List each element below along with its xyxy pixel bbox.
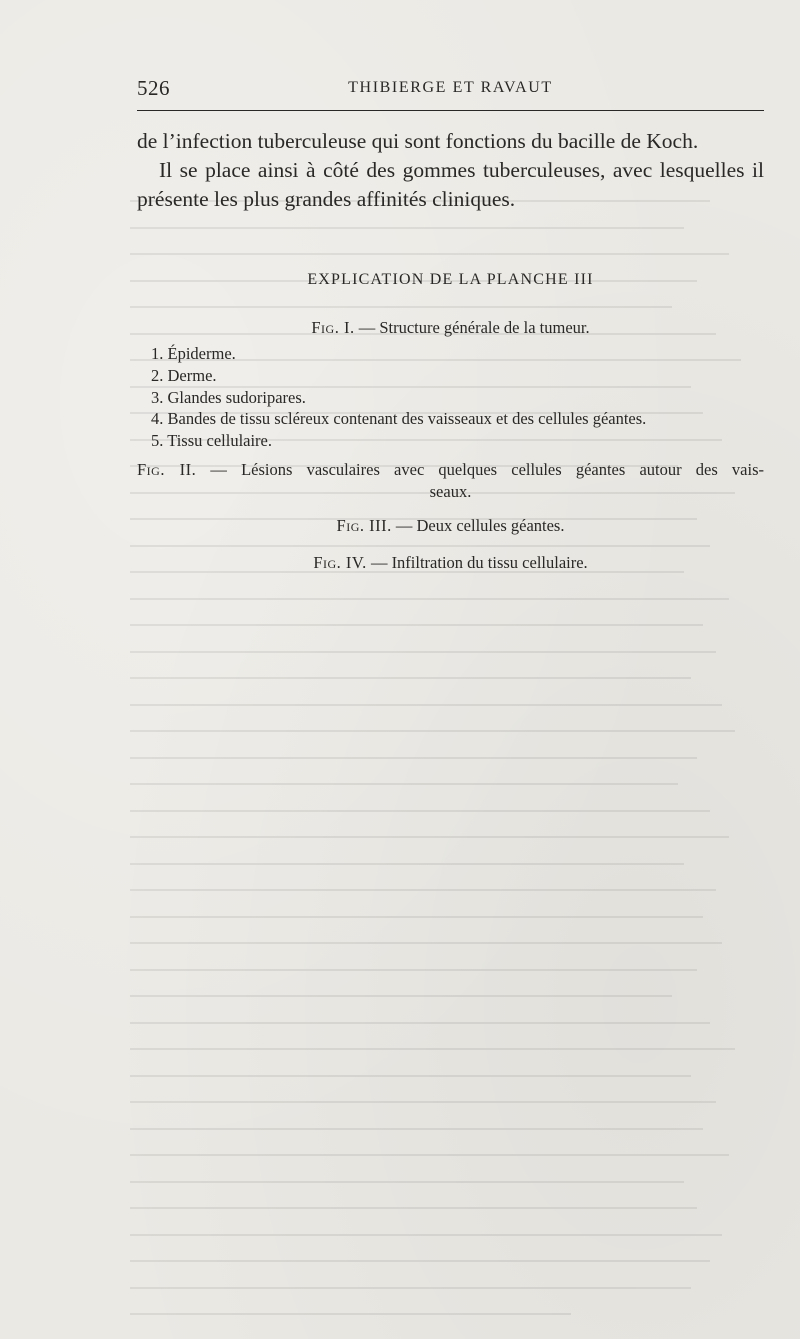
bleed-through-line [130, 730, 735, 732]
legend-item: 4. Bandes de tissu scléreux contenant des vaisseaux et des cellules géantes. [151, 409, 647, 429]
figure-caption-text: — Lésions vasculaires avec quelques cellules géantes autour des vais- [210, 460, 765, 479]
bleed-through-line [130, 1260, 710, 1262]
bleed-through-line [130, 1287, 691, 1289]
bleed-through-line [130, 1022, 710, 1024]
bleed-through-line [130, 836, 729, 838]
bleed-through-line [130, 995, 672, 997]
figure-caption-1 [137, 317, 764, 339]
page-header [137, 76, 764, 102]
bleed-through-line [130, 1313, 571, 1315]
bleed-through-line [130, 810, 710, 812]
bleed-through-line [130, 1234, 722, 1236]
bleed-through-line [130, 1048, 735, 1050]
figure-caption-4 [137, 552, 764, 574]
bleed-through-line [130, 651, 716, 653]
bleed-through-line [130, 783, 678, 785]
paragraph: Il se place ainsi à côté des gommes tuberculeuses, avec lesquelles il présente les plus grandes affinités cliniques. [137, 158, 764, 211]
bleed-through-line [130, 1207, 697, 1209]
legend-item: 1. Épiderme. [151, 344, 236, 363]
bleed-through-line [130, 1128, 703, 1130]
body-text [137, 127, 764, 214]
figure-caption-text: seaux. [429, 482, 472, 501]
bleed-through-line [130, 598, 729, 600]
figure-label: Fig. I. [311, 318, 355, 337]
bleed-through-line [130, 1101, 716, 1103]
header-rule [137, 110, 764, 111]
bleed-through-line [130, 942, 722, 944]
bleed-through-line [130, 969, 697, 971]
bleed-through-line [130, 863, 684, 865]
bleed-through-line [130, 757, 697, 759]
legend-item: 3. Glandes sudoripares. [151, 387, 306, 407]
figure-label: Fig. II. [137, 460, 197, 479]
figure-label: Fig. III. [336, 516, 392, 535]
bleed-through-line [130, 1075, 691, 1077]
bleed-through-line [130, 624, 703, 626]
bleed-through-line [130, 1154, 729, 1156]
figure-caption-2 [137, 459, 764, 503]
figure-caption-text: — Structure générale de la tumeur. [358, 318, 590, 337]
bleed-through-line [130, 227, 684, 229]
bleed-through-line [130, 916, 703, 918]
figure-caption-text: — Infiltration du tissu cellulaire. [370, 553, 588, 572]
plate-explanation-heading: EXPLICATION DE LA PLANCHE III [307, 271, 594, 288]
bleed-through-line [130, 677, 691, 679]
figure-caption-text: — Deux cellules géantes. [395, 516, 565, 535]
bleed-through-line [130, 545, 710, 547]
figure-caption-line [137, 459, 764, 481]
running-head: THIBIERGE ET RAVAUT [348, 79, 553, 96]
bleed-through-line [130, 306, 672, 308]
bleed-through-line [130, 889, 716, 891]
page-number: 526 [137, 76, 170, 100]
paragraph-continuation: de l’infection tuberculeuse qui sont fonctions du bacille de Koch. [137, 129, 699, 153]
bleed-through-line [130, 704, 722, 706]
bleed-through-line [130, 253, 729, 255]
figure-legend [151, 343, 764, 452]
legend-item: 5. Tissu cellulaire. [151, 431, 273, 451]
figure-label: Fig. IV. [313, 553, 367, 572]
bleed-through-line [130, 1181, 684, 1183]
legend-item: 2. Derme. [151, 365, 217, 385]
figure-caption-3 [137, 515, 764, 537]
